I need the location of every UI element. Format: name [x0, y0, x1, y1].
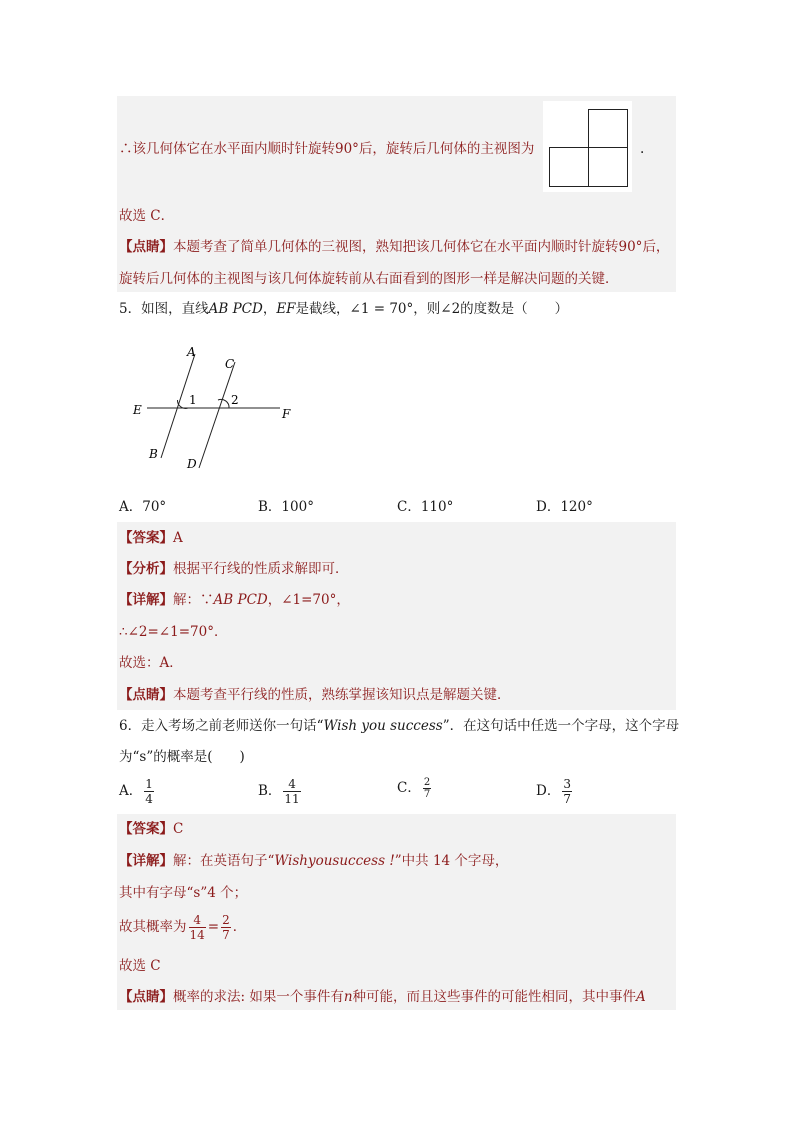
label-a: A [187, 345, 196, 359]
q6-option-a[interactable]: A． $\frac{1}{4}$ [119, 777, 153, 806]
q6-detail-2: 其中有字母“s”4 个； [119, 885, 248, 901]
q5-note: 【点睛】本题考查平行线的性质，熟练掌握该知识点是解题关键． [119, 687, 511, 703]
label-d: D [187, 457, 197, 471]
q6-choose: 故选 C [119, 958, 161, 974]
q5-option-c[interactable]: C．110° [397, 499, 454, 515]
question-6-stem-1: 6．走入考场之前老师送你一句话“Wish you success”．在这句话中任选一个字母，这个字母 [119, 718, 680, 734]
parallel-lines-figure [125, 340, 305, 475]
choose-line-q4: 故选 C． [119, 208, 175, 224]
q5-answer: 【答案】A [119, 530, 183, 546]
front-view-figure [543, 101, 632, 192]
q6-option-d[interactable]: D． $\frac{3}{7}$ [536, 777, 571, 806]
question-5-stem: 5．如图，直线AB PCD，EF是截线，∠1 = 70°，则∠2的度数是（ ） [119, 301, 569, 317]
q6-detail: 【详解】解：在英语句子“Wishyousuccess !”中共 14 个字母， [119, 853, 509, 869]
label-c: C [225, 357, 235, 371]
rotation-conclusion-line: ∴该几何体它在水平面内顺时针旋转90°后，旋转后几何体的主视图为 [119, 141, 535, 157]
front-view-bottom-left-square [549, 147, 589, 187]
q6-note: 【点睛】概率的求法: 如果一个事件有n种可能，而且这些事件的可能性相同，其中事件A [119, 989, 646, 1005]
label-f: F [282, 407, 291, 421]
q5-analysis: 【分析】根据平行线的性质求解即可． [119, 561, 349, 577]
q5-option-a[interactable]: A．70° [119, 499, 167, 515]
front-view-top-square [588, 109, 628, 149]
label-angle-1: 1 [189, 393, 197, 407]
front-view-bottom-right-square [588, 147, 628, 187]
q5-detail: 【详解】解：∵AB PCD，∠1=70°， [119, 592, 350, 608]
solution-block-q6 [117, 814, 676, 1010]
note-line-q4-2: 旋转后几何体的主视图与该几何体旋转前从右面看到的图形一样是解决问题的关键． [119, 271, 619, 287]
q5-detail-2: ∴∠2=∠1=70°． [119, 624, 228, 640]
q6-option-c[interactable]: C． $\frac{2}{7}$ [397, 777, 431, 800]
label-e: E [133, 403, 142, 417]
solution-block-q5 [117, 522, 676, 710]
question-6-stem-2: 为“s”的概率是( ) [119, 749, 245, 765]
q5-choose: 故选：A． [119, 655, 183, 671]
label-angle-2: 2 [231, 393, 239, 407]
label-b: B [149, 447, 158, 461]
q6-answer: 【答案】C [119, 821, 184, 837]
q6-option-b[interactable]: B． $\frac{4}{11}$ [258, 777, 300, 806]
q5-option-d[interactable]: D．120° [536, 499, 593, 515]
q6-detail-3: 故其概率为 $\frac{4}{14}$ = $\frac{2}{7}$ ． [119, 913, 247, 942]
q5-option-b[interactable]: B．100° [258, 499, 314, 515]
line-cd [199, 362, 235, 468]
rotation-conclusion-period: . [640, 141, 645, 157]
note-line-q4-1: 【点睛】本题考查了简单几何体的三视图，熟知把该几何体它在水平面内顺时针旋转90°后， [119, 239, 670, 255]
